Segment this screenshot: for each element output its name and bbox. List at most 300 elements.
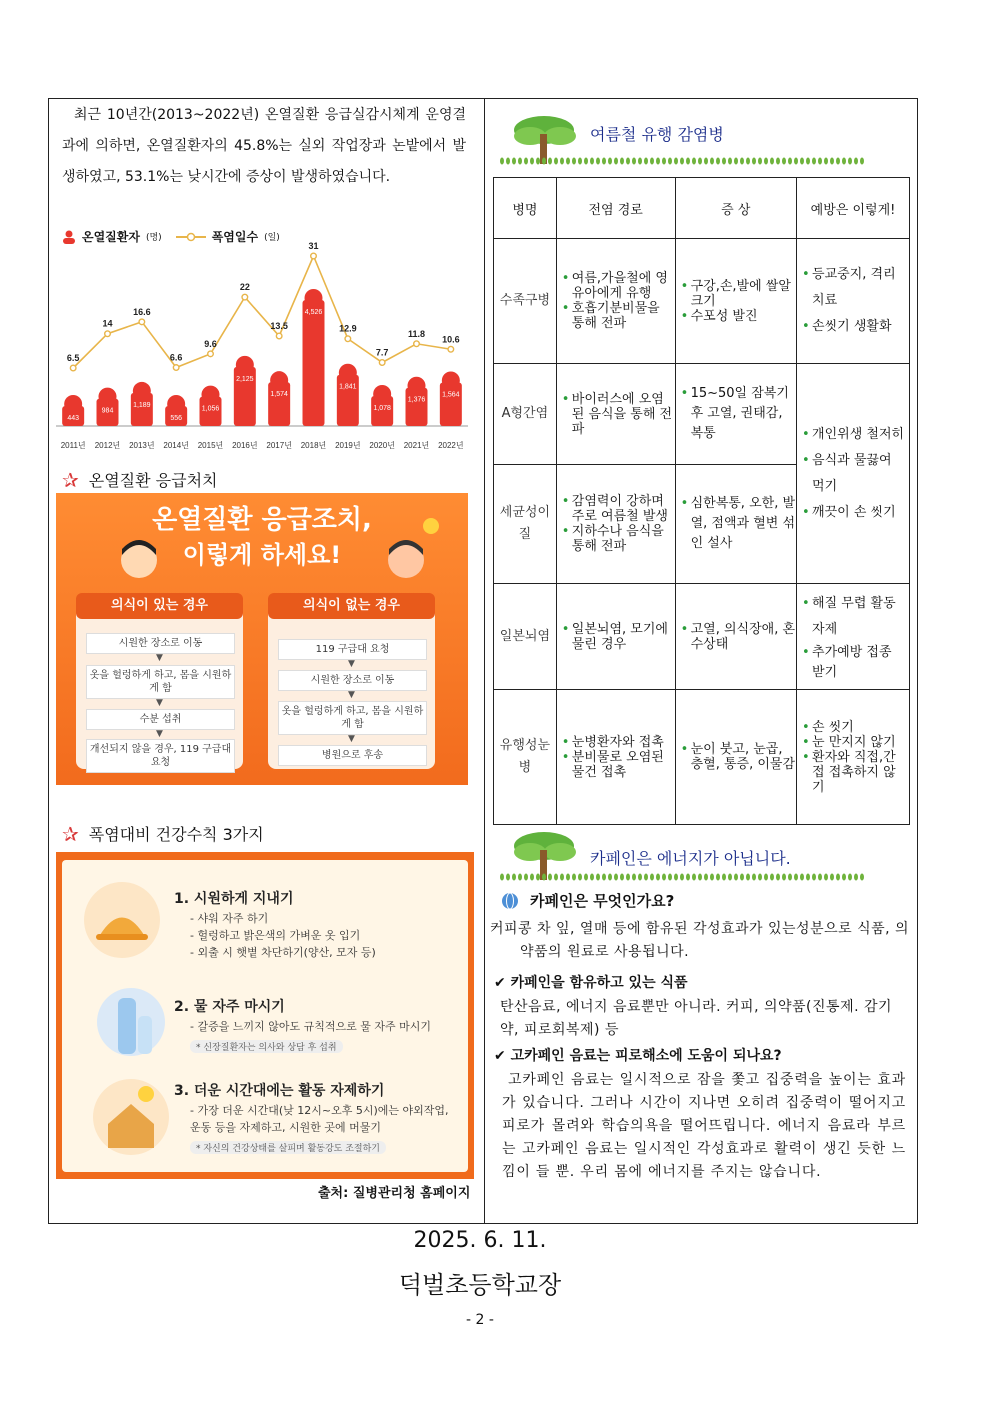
caffeine-a2-text: 탄산음료, 에너지 음료뿐만 아니라. 커피, 의약품(진통제. 감기약, 피로회복제) 등 — [500, 999, 893, 1038]
x-tick-label: 2021년 — [403, 441, 430, 450]
rule-1-title: 1. 시원하게 지내기 — [174, 891, 294, 907]
route-item: • 일본뇌염, 모기에 물린 경우 — [572, 622, 674, 652]
prevent-item: • 깨끗이 손 씻기 — [812, 500, 908, 526]
bar-label: 1,574 — [270, 391, 288, 399]
grass-dot — [692, 158, 696, 165]
grass-dot — [818, 158, 822, 165]
grass-dot — [542, 158, 546, 165]
x-tick-label: 2016년 — [232, 441, 258, 450]
line-point — [311, 253, 317, 259]
grass-dot — [842, 158, 846, 165]
grass-dot — [704, 874, 708, 881]
bar-label: 984 — [101, 407, 114, 415]
grass-dot — [776, 874, 780, 881]
grass-dot — [536, 874, 540, 881]
line-point — [70, 365, 76, 371]
health-rules-poster — [56, 852, 474, 1179]
grass-dot — [506, 874, 510, 881]
line-label: 7.7 — [375, 347, 389, 358]
grass-dot — [626, 874, 630, 881]
grass-dot — [554, 874, 558, 881]
x-tick-label: 2020년 — [369, 441, 395, 450]
line-label: 22 — [239, 282, 250, 293]
house-clock-icon — [90, 1076, 172, 1158]
bar-label: 2,125 — [236, 375, 254, 383]
grass-dot — [746, 158, 750, 165]
grass-dot — [530, 158, 534, 165]
prevent-item: • 음식과 물끓여 먹기 — [812, 448, 908, 500]
grass-dot — [854, 158, 858, 165]
grass-dot — [812, 874, 816, 881]
grass-dot — [656, 874, 660, 881]
health-rules-panel — [62, 860, 468, 1172]
grass-dot — [860, 874, 864, 881]
route-item: • 분비물로 오염된 물건 접촉 — [572, 750, 674, 780]
route-item: • 호흡기분비물을 통해 전파 — [572, 301, 674, 331]
grass-dot — [620, 158, 624, 165]
grass-dot — [548, 874, 552, 881]
grass-dot — [692, 874, 696, 881]
legend-patients: 온열질환자 — [82, 230, 140, 244]
grass-dot — [578, 158, 582, 165]
unconscious-step: 시원한 장소로 이동 — [278, 670, 427, 691]
grass-dot — [824, 874, 828, 881]
grass-dot — [632, 158, 636, 165]
issue-date: 2025. 6. 11. — [413, 1228, 547, 1253]
x-tick-label: 2013년 — [129, 441, 155, 450]
grass-dot — [644, 874, 648, 881]
rule-2-line: - 갈증을 느끼지 않아도 규칙적으로 물 자주 마시기 — [190, 1020, 431, 1033]
grass-dot — [734, 158, 738, 165]
prevent-item: • 환자와 직접,간접 접촉하지 않기 — [812, 750, 908, 795]
arrow-down-icon: ▼ — [348, 734, 355, 744]
rule-1-line: - 샤워 자주 하기 — [190, 912, 269, 925]
unconscious-step: 119 구급대 요청 — [278, 639, 427, 660]
child-icon — [114, 535, 164, 585]
caffeine-q3-text: ✔ 고카페인 음료는 피로해소에 도움이 되나요? — [494, 1048, 782, 1064]
disease-table — [493, 177, 910, 825]
line-point — [105, 331, 111, 337]
arrow-down-icon: ▼ — [348, 659, 355, 669]
bar-label: 1,564 — [442, 391, 460, 399]
grass-dot — [638, 158, 642, 165]
caffeine-q2-text: ✔ 카페인을 함유하고 있는 식품 — [494, 975, 688, 991]
bar — [303, 300, 325, 426]
conscious-step: 수분 섭취 — [86, 709, 235, 730]
section-health-rules-title: 폭염대비 건강수칙 3가지 — [88, 825, 264, 844]
poster-title-line1: 온열질환 응급조치, — [152, 505, 372, 535]
arrow-down-icon: ▼ — [156, 653, 163, 663]
rule-2 — [174, 996, 464, 1054]
col-header-route: 전염 경로 — [556, 178, 675, 239]
line-label: 16.6 — [133, 306, 151, 317]
rule-3-title: 3. 더운 시간대에는 활동 자제하기 — [174, 1083, 385, 1099]
grass-dot — [728, 158, 732, 165]
grass-dot — [764, 874, 768, 881]
route-item: • 바이러스에 오염된 음식을 통해 전파 — [572, 392, 674, 437]
school-principal: 덕벌초등학교장 — [398, 1271, 562, 1299]
grass-dot — [680, 158, 684, 165]
grass-dot — [602, 158, 606, 165]
grass-dot — [638, 874, 642, 881]
rule-1-line: - 외출 시 햇볕 차단하기(양산, 모자 등) — [190, 946, 376, 959]
grass-dot — [776, 158, 780, 165]
grass-dot — [758, 158, 762, 165]
caffeine-banner-title: 카페인은 에너지가 아닙니다. — [590, 849, 791, 868]
grass-dot — [608, 158, 612, 165]
grass-dot — [512, 874, 516, 881]
grass-dot — [740, 158, 744, 165]
legend-heatdays: 폭염일수 — [211, 230, 259, 244]
col-header-symptom: 증 상 — [675, 178, 796, 239]
grass-dot — [800, 874, 804, 881]
grass-dot — [752, 158, 756, 165]
bar-head — [408, 377, 426, 395]
grass-dot — [686, 158, 690, 165]
bar-label: 1,056 — [201, 405, 220, 413]
grass-dot — [602, 874, 606, 881]
grass-dot — [848, 158, 852, 165]
grass-dot — [758, 874, 762, 881]
disease-name: 일본뇌염 — [494, 584, 557, 690]
grass-dot — [524, 158, 528, 165]
disease-name: 유행성눈병 — [494, 690, 557, 825]
grass-dot — [560, 158, 564, 165]
grass-dot — [608, 874, 612, 881]
grass-dot — [578, 874, 582, 881]
route-item: • 여름,가을철에 영유아에게 유행 — [572, 271, 674, 301]
caffeine-q3 — [494, 1045, 914, 1068]
bar-label: 443 — [67, 415, 80, 422]
caffeine-a3-text: 고카페인 음료는 일시적으로 잠을 쫓고 집중력을 높이는 효과가 있습니다. 그러나 시간이 지나면 오히려 집중력이 떨어지고 피로가 몰려와 학습의욕을 떨어뜨립니다. 에너지 음료라 부르는 고카페인 음료는 일시적인 각성효과로 활력이 생긴 듯한 느낌이 들 뿐. 우리 몸에 에너지를 주지는 않습니다. — [502, 1072, 906, 1180]
heatdays-line — [73, 256, 451, 368]
grass-dot — [524, 874, 528, 881]
grass-dot — [512, 158, 516, 165]
unconscious-header: 의식이 없는 경우 — [268, 593, 435, 619]
page-number: - 2 - — [466, 1312, 494, 1328]
prevent-item: • 추가예방 접종 받기 — [812, 643, 908, 683]
rule-2-note: * 신장질환자는 의사와 상담 후 섭취 — [190, 1040, 343, 1053]
x-tick-label: 2014년 — [163, 441, 189, 450]
grass-dot — [710, 158, 714, 165]
caffeine-a1 — [490, 918, 910, 964]
grass-dot — [848, 874, 852, 881]
hot-child-icon — [381, 535, 431, 585]
star-icon: ✰ — [62, 821, 79, 846]
star-icon: ✰ — [62, 467, 79, 492]
grass-dot — [590, 874, 594, 881]
grass-dot — [518, 158, 522, 165]
grass-dot — [788, 158, 792, 165]
section-first-aid-title: 온열질환 응급처치 — [88, 471, 218, 490]
line-point — [448, 346, 454, 352]
table-row — [494, 364, 910, 465]
rule-1-line: - 헐렁하고 밝은색의 가벼운 옷 입기 — [190, 929, 361, 942]
globe-icon — [500, 891, 520, 911]
bar-label: 1,841 — [339, 383, 357, 391]
arrow-down-icon: ▼ — [156, 729, 163, 739]
table-row — [494, 239, 910, 364]
unconscious-step: 병원으로 후송 — [278, 745, 427, 766]
table-row — [494, 690, 910, 825]
rule-3-line: - 가장 더운 시간대(낮 12시~오후 5시)에는 야외작업, — [190, 1104, 449, 1117]
line-label: 10.6 — [442, 334, 460, 345]
symptom-item: • 수포성 발진 — [691, 309, 795, 324]
grass-dot — [506, 158, 510, 165]
grass-dot — [596, 874, 600, 881]
grass-dot — [818, 874, 822, 881]
hat-shower-icon — [82, 880, 162, 960]
rule-3-note: * 자신의 건강상태를 살피며 활동강도 조절하기 — [190, 1141, 386, 1154]
grass-dot — [590, 158, 594, 165]
grass-dot — [584, 158, 588, 165]
grass-dot — [500, 158, 504, 165]
caffeine-banner — [498, 824, 870, 884]
x-tick-label: 2018년 — [300, 441, 327, 450]
route-item: • 눈병환자와 접촉 — [572, 735, 674, 750]
bar-head — [305, 289, 323, 307]
grass-dot — [746, 874, 750, 881]
grass-dot — [530, 874, 534, 881]
grass-dot — [620, 874, 624, 881]
grass-dot — [794, 158, 798, 165]
disease-name: 세균성이질 — [494, 465, 557, 584]
grass-dot — [656, 158, 660, 165]
grass-dot — [662, 874, 666, 881]
grass-dot — [800, 158, 804, 165]
grass-dot — [554, 158, 558, 165]
grass-dot — [650, 874, 654, 881]
poster-title-line2: 이렇게 하세요! — [182, 541, 342, 569]
grass-dot — [572, 158, 576, 165]
grass-dot — [806, 158, 810, 165]
bar-head — [167, 395, 185, 413]
grass-dot — [722, 158, 726, 165]
unconscious-step: 옷을 헐렁하게 하고, 몸을 시원하게 함 — [278, 701, 427, 735]
bar-head — [99, 388, 117, 406]
grass-dot — [680, 874, 684, 881]
grass-dot — [686, 874, 690, 881]
grass-dot — [830, 874, 834, 881]
prevent-item: • 개인위생 철저히 — [812, 422, 908, 448]
disease-name: A형간염 — [494, 364, 557, 465]
grass-dot — [770, 874, 774, 881]
disease-banner — [498, 108, 870, 168]
line-point — [242, 294, 248, 300]
grass-dot — [806, 874, 810, 881]
grass-dot — [500, 874, 504, 881]
line-label: 9.6 — [204, 338, 217, 349]
grass-dot — [644, 158, 648, 165]
line-label: 14 — [102, 318, 113, 329]
caffeine-q1 — [500, 890, 920, 911]
grass-dot — [668, 158, 672, 165]
table-header-row — [494, 178, 910, 239]
grass-dot — [812, 158, 816, 165]
bar — [337, 375, 359, 426]
grass-dot — [626, 158, 630, 165]
grass-dot — [698, 874, 702, 881]
table-row — [494, 584, 910, 690]
line-label: 6.5 — [66, 353, 80, 363]
route-item: • 감염력이 강하며 주로 여름철 발생 — [572, 494, 674, 524]
x-tick-label: 2011년 — [60, 441, 86, 450]
line-point — [208, 351, 214, 357]
bar-head — [373, 385, 391, 403]
bar-label: 1,376 — [407, 396, 426, 404]
arrow-down-icon: ▼ — [156, 698, 163, 708]
grass-dot — [722, 874, 726, 881]
intro-paragraph: 최근 10년간(2013~2022년) 온열질환 응급실감시체계 운영결과에 의하면, 온열질환자의 45.8%는 실외 작업장과 논밭에서 발생하였고, 53.1%는 낮시간에 증상이 발생하였습니다. — [62, 107, 466, 185]
heat-illness-chart — [56, 240, 468, 452]
symptom-item: • 심한복통, 오한, 발열, 점액과 혈변 섞인 설사 — [691, 494, 795, 554]
caffeine-q2 — [494, 972, 914, 995]
first-aid-poster — [56, 493, 468, 785]
bar-label: 1,189 — [133, 401, 151, 409]
rule-3-line: 운동 등을 자제하고, 시원한 곳에 머물기 — [190, 1121, 381, 1134]
grass-dot — [566, 158, 570, 165]
line-label: 6.6 — [169, 352, 183, 363]
rule-2-title: 2. 물 자주 마시기 — [174, 999, 285, 1015]
bar-label: 1,078 — [373, 404, 391, 412]
grass-dot — [764, 158, 768, 165]
line-point — [414, 341, 420, 347]
grass-dot — [836, 158, 840, 165]
grass-dot — [572, 874, 576, 881]
bar-head — [442, 371, 460, 389]
grass-dot — [584, 874, 588, 881]
conscious-header: 의식이 있는 경우 — [76, 593, 243, 619]
col-header-name: 병명 — [494, 178, 557, 239]
grass-dot — [770, 158, 774, 165]
source-credit: 출처: 질병관리청 홈페이지 — [318, 1186, 471, 1201]
bar-head — [202, 386, 220, 404]
water-bottle-icon — [96, 980, 166, 1064]
grass-dot — [842, 874, 846, 881]
bar-head — [133, 382, 151, 400]
symptom-item: • 고열, 의식장애, 혼수상태 — [691, 622, 795, 652]
bar-head — [270, 371, 288, 389]
grass-dot — [740, 874, 744, 881]
bar-head — [339, 364, 357, 382]
bar-label: 4,526 — [304, 309, 323, 316]
grass-dot — [632, 874, 636, 881]
bar-head — [64, 395, 82, 413]
caffeine-q1-text: 카페인은 무엇인가요? — [530, 892, 675, 910]
grass-dot — [698, 158, 702, 165]
section-first-aid-heading — [62, 468, 218, 491]
legend-patients-unit: (명) — [145, 233, 162, 243]
col-header-prevent: 예방은 이렇게! — [797, 178, 910, 239]
x-tick-label: 2019년 — [335, 441, 361, 450]
grass-dot — [518, 874, 522, 881]
line-label: 31 — [308, 241, 319, 251]
grass-dot — [674, 874, 678, 881]
line-label: 13.5 — [270, 321, 288, 331]
arrow-down-icon: ▼ — [348, 690, 355, 700]
bar-head — [236, 356, 254, 374]
conscious-step: 옷을 헐렁하게 하고, 몸을 시원하게 함 — [86, 665, 235, 699]
bar-label: 556 — [170, 415, 183, 422]
line-point — [139, 319, 145, 325]
prevent-item: • 눈 만지지 않기 — [812, 735, 908, 750]
prevent-item: • 등교중지, 격리치료 — [812, 262, 908, 314]
caffeine-a2 — [500, 996, 900, 1042]
grass-dot — [716, 158, 720, 165]
grass-dot — [836, 874, 840, 881]
grass-dot — [752, 874, 756, 881]
disease-banner-title: 여름철 유행 감염병 — [590, 125, 724, 144]
conscious-step: 개선되지 않을 경우, 119 구급대 요청 — [86, 739, 235, 773]
grass-dot — [824, 158, 828, 165]
grass-dot — [782, 158, 786, 165]
symptom-item: • 눈이 붓고, 눈곱, 충혈, 통증, 이물감 — [691, 742, 795, 772]
grass-dot — [710, 874, 714, 881]
grass-dot — [788, 874, 792, 881]
caffeine-a1-text: 커피콩 차 잎, 열매 등에 함유된 각성효과가 있는성분으로 식품, 의약품의 원료로 사용됩니다. — [490, 921, 910, 960]
line-point — [345, 336, 351, 342]
line-point — [173, 365, 179, 371]
disease-name: 수족구병 — [494, 239, 557, 364]
grass-dot — [542, 874, 546, 881]
grass-dot — [860, 158, 864, 165]
symptom-item: • 15~50일 잠복기 후 고열, 권태감, 복통 — [691, 384, 795, 444]
grass-dot — [830, 158, 834, 165]
grass-dot — [614, 874, 618, 881]
section-health-rules-heading — [62, 822, 264, 845]
x-tick-label: 2015년 — [197, 441, 224, 450]
line-point — [276, 333, 282, 339]
prevent-item: • 해질 무렵 활동 자제 — [812, 591, 908, 643]
prevent-item: • 손 씻기 — [812, 720, 908, 735]
grass-dot — [728, 874, 732, 881]
line-label: 11.8 — [407, 328, 426, 339]
grass-dot — [782, 874, 786, 881]
x-tick-label: 2022년 — [438, 441, 464, 450]
caffeine-a3 — [502, 1069, 906, 1184]
line-label: 12.9 — [339, 323, 357, 334]
prevent-item: • 손씻기 생활화 — [812, 314, 908, 340]
legend-heatdays-unit: (일) — [264, 233, 280, 243]
grass-dot — [734, 874, 738, 881]
grass-dot — [566, 874, 570, 881]
grass-dot — [674, 158, 678, 165]
grass-dot — [614, 158, 618, 165]
x-tick-label: 2012년 — [94, 441, 121, 450]
grass-dot — [536, 158, 540, 165]
grass-dot — [662, 158, 666, 165]
grass-dot — [854, 874, 858, 881]
rule-1 — [174, 888, 464, 961]
grass-dot — [560, 874, 564, 881]
grass-dot — [668, 874, 672, 881]
rule-3 — [174, 1080, 464, 1155]
route-item: • 지하수나 음식을 통해 전파 — [572, 524, 674, 554]
grass-dot — [704, 158, 708, 165]
grass-dot — [650, 158, 654, 165]
grass-dot — [716, 874, 720, 881]
conscious-step: 시원한 장소로 이동 — [86, 633, 235, 654]
grass-border — [498, 156, 870, 166]
grass-dot — [794, 874, 798, 881]
grass-border — [498, 872, 870, 882]
grass-dot — [596, 158, 600, 165]
x-tick-label: 2017년 — [266, 441, 292, 450]
grass-dot — [548, 158, 552, 165]
column-divider — [484, 98, 485, 1224]
line-point — [379, 360, 385, 366]
symptom-item: • 구강,손,발에 쌀알 크기 — [691, 279, 795, 309]
